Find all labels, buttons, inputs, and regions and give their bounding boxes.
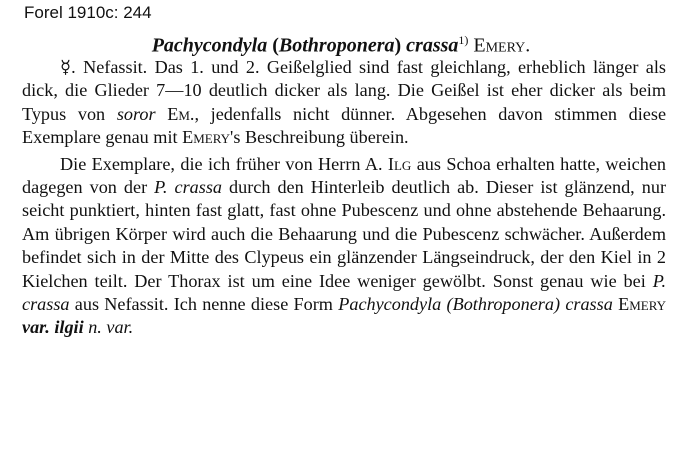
- para1-text-c: 's Beschreibung überein.: [230, 127, 409, 148]
- para2-ilg: Ilg: [387, 153, 412, 174]
- para2-emery: Emery: [618, 294, 667, 315]
- para1-text-b: , jedenfalls nicht dünner. Abgesehen davon stimmen diese Exemplare genau mit: [22, 103, 667, 148]
- para1-emery: Emery: [182, 127, 231, 148]
- heading-close-paren: ): [394, 34, 402, 57]
- para2-species: crassa: [565, 294, 613, 315]
- para2-text-b: aus Schoa erhalten hatte, weichen dagegen von der: [22, 153, 666, 198]
- para2-variety: var. ilgii: [22, 317, 84, 338]
- heading-author: Emery.: [473, 34, 531, 57]
- heading-genus: Pachycondyla: [151, 34, 268, 57]
- para2-p-crassa-1: P. crassa: [154, 177, 222, 198]
- para1-em: Em.: [167, 103, 195, 124]
- worker-caste-symbol: ☿.: [60, 57, 76, 77]
- heading-footnote-marker: 1): [458, 33, 469, 47]
- para2-text-a: Die Exemplare, die ich früher von Herrn A.: [60, 153, 383, 174]
- para1-text-a: Nefassit. Das 1. und 2. Geißelglied sind fast gleichlang, erheblich länger als dick, die Glieder 7—10 deutlich dicker als lang. Die Geißel ist eher dicker als beim Typus von: [22, 57, 666, 124]
- para2-text-c: durch den Hinterleib deutlich ab. Dieser ist glänzend, nur seicht punktiert, hinten fast glatt, fast ohne Pubescenz und ohne abstehende Behaarung. Am übrigen Körper wird auch die Behaarung und die Pubescenz schwächer. Außerdem befindet sich in der Mitte des Clypeus ein glänzender Längseindruck, der den Kiel in 2 Kielchen teilt. Der Thorax ist um eine Idee weniger gewölbt. Sonst genau wie bei: [22, 177, 666, 291]
- paragraph-2: [22, 153, 666, 340]
- heading-open-paren: (: [272, 34, 279, 57]
- para2-n-var: n. var.: [88, 317, 134, 338]
- para2-subgenus: (Bothroponera): [446, 294, 561, 315]
- para2-text-d: aus Nefassit. Ich nenne diese Form: [74, 294, 333, 315]
- citation-label: Forel 1910c: 244: [24, 3, 152, 22]
- paragraph-1: [22, 56, 666, 150]
- para2-p-crassa-2: P. crassa: [22, 270, 666, 315]
- heading-species: crassa: [406, 34, 459, 57]
- para1-soror: soror: [116, 103, 156, 124]
- heading-subgenus: Bothroponera: [278, 34, 395, 57]
- body-text: [22, 56, 666, 340]
- taxon-heading: [0, 27, 682, 59]
- para2-genus: Pachycondyla: [338, 294, 442, 315]
